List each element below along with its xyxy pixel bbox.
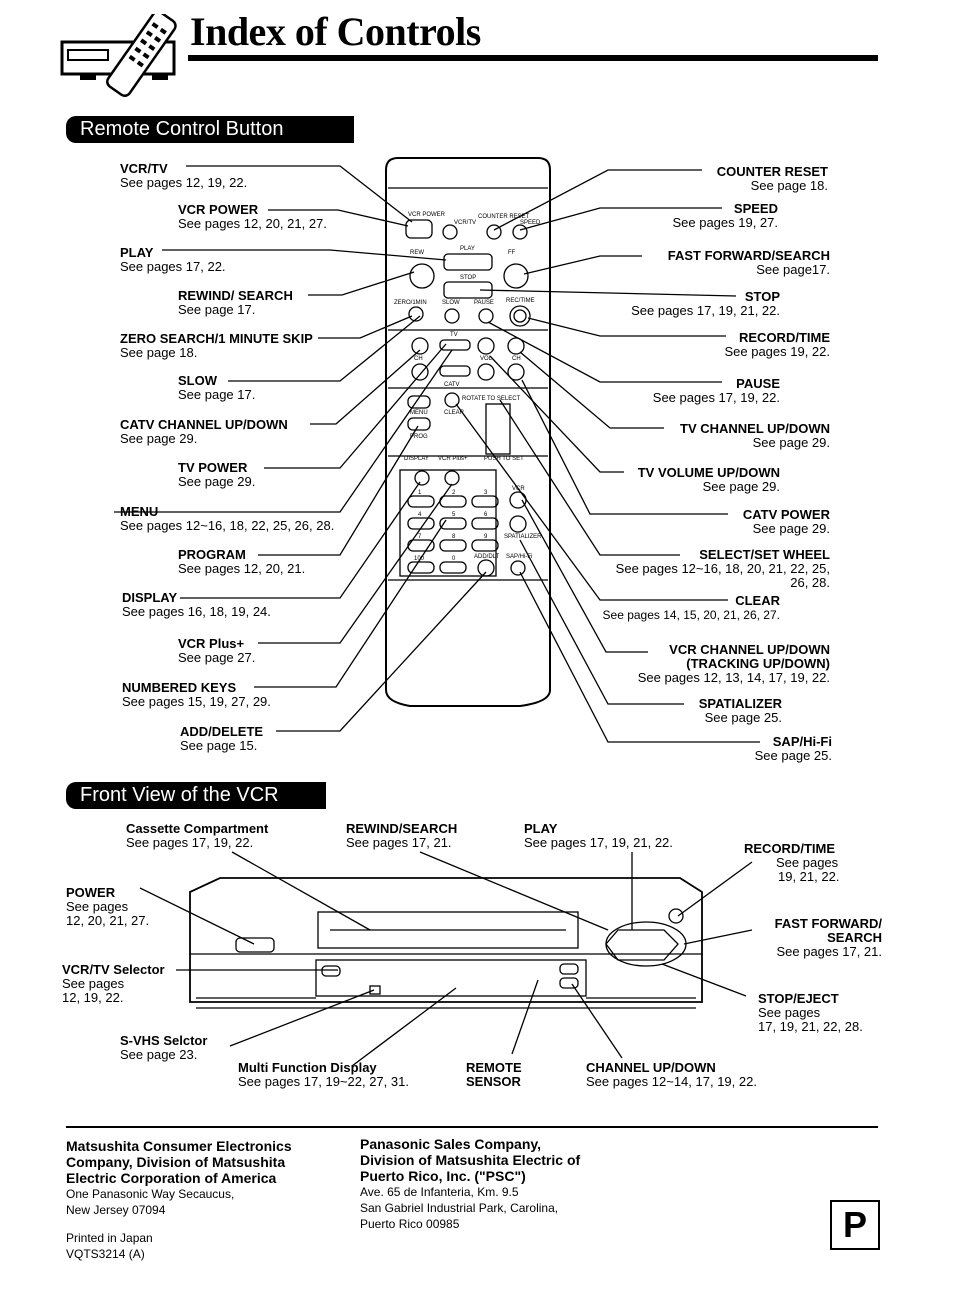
label-display: DISPLAY See pages 16, 18, 19, 24. [122,590,271,619]
num-5: 5 [452,512,456,518]
footer-right: Panasonic Sales Company, Division of Matsushita Electric of Puerto Rico, Inc. ("PSC") Ave. 65 de Infanteria, Km. 9.5 San Gabriel Industrial Park, Carolina, Puerto Rico 00985 [360,1136,581,1231]
page-title: Index of Controls [190,9,481,54]
num-2: 2 [452,490,456,496]
num-8: 8 [452,534,456,540]
front-section-header: Front View of the VCR [66,782,326,809]
key-label-add-dlt: ADD/DLT [474,554,500,560]
label-front-record-time: RECORD/TIME See pages 19, 21, 22. [744,841,840,884]
key-label-slow: SLOW [442,300,460,306]
remote-section-header: Remote Control Button [66,116,354,143]
label-program: PROGRAM See pages 12, 20, 21. [178,547,306,576]
num-100: 100 [414,556,425,562]
label-rewind-search: REWIND/ SEARCH See page 17. [178,288,293,317]
key-label-ff: FF [508,250,516,256]
key-label-display: DISPLAY [404,456,429,462]
label-pause: PAUSE See pages 17, 19, 22. [652,376,780,405]
key-label-pause: PAUSE [474,300,494,306]
label-vcr-tv: VCR/TV See pages 12, 19, 22. [120,161,248,190]
footer-left: Matsushita Consumer Electronics Company, Division of Matsushita Electric Corporation of America One Panasonic Way Secaucus, New Jersey 07094 [66,1138,292,1217]
key-label-sap: SAP/Hi-Fi [506,554,533,560]
label-front-play: PLAY See pages 17, 19, 21, 22. [524,821,673,850]
label-counter-reset: COUNTER RESET See page 18. [716,164,828,193]
label-front-rewind: REWIND/SEARCH See pages 17, 21. [346,821,458,850]
label-front-channel: CHANNEL UP/DOWN See pages 12~14, 17, 19, 22. [586,1060,757,1089]
key-label-vcrplus: VCR Plus+ [438,456,468,462]
num-7: 7 [418,534,422,540]
label-cassette-compartment: Cassette Compartment See pages 17, 19, 22. [126,821,269,850]
label-remote-sensor: REMOTE SENSOR [466,1060,522,1089]
label-svhs-selector: S-VHS Selctor See page 23. [120,1033,208,1062]
label-numbered-keys: NUMBERED KEYS See pages 15, 19, 27, 29. [122,680,271,709]
num-9: 9 [484,534,488,540]
key-label-prog: PROG [410,434,428,440]
key-label-speed: SPEED [520,220,541,226]
key-label-stop: STOP [460,275,477,281]
label-vcr-power: VCR POWER See pages 12, 20, 21, 27. [178,202,327,231]
label-tv-power: TV POWER See page 29. [178,460,256,489]
key-label-counter-reset: COUNTER RESET [478,214,530,220]
key-label-ch-right: CH [512,356,521,362]
label-multi-function-display: Multi Function Display See pages 17, 19~22, 27, 31. [238,1060,409,1089]
num-1: 1 [418,490,422,496]
label-slow: SLOW See page 17. [178,373,256,402]
label-catv-power: CATV POWER See page 29. [742,507,830,536]
key-label-vcr: VCR [512,486,525,492]
label-stop: STOP See pages 17, 19, 21, 22. [631,289,780,318]
label-stop-eject: STOP/EJECT See pages 17, 19, 21, 22, 28. [758,991,863,1034]
key-label-rec: REC/TIME [506,298,535,304]
label-spatializer: SPATIALIZER See page 25. [698,696,782,725]
key-label-vcr-power: VCR POWER [408,212,446,218]
num-6: 6 [484,512,488,518]
label-speed: SPEED See pages 19, 27. [672,201,778,230]
label-tv-channel: TV CHANNEL UP/DOWN See page 29. [680,421,830,450]
footer-printed: Printed in Japan VQTS3214 (A) [66,1231,153,1261]
label-add-delete: ADD/DELETE See page 15. [180,724,264,753]
label-catv-channel: CATV CHANNEL UP/DOWN See page 29. [120,417,288,446]
key-label-rotate: ROTATE TO SELECT [462,396,521,402]
key-label-zero: ZERO/1MIN [394,300,427,306]
label-play: PLAY See pages 17, 22. [120,245,226,274]
label-front-fast-forward: FAST FORWARD/ SEARCH See pages 17, 21. [774,916,882,959]
key-label-spatializer: SPATIALIZER [504,534,542,540]
num-0: 0 [452,556,456,562]
key-label-vol: VOL [480,356,493,362]
label-select-set-wheel: SELECT/SET WHEEL See pages 12~16, 18, 20, 21, 22, 25, 26, 28. [615,547,830,590]
footer-rule [66,1126,878,1128]
label-tv-volume: TV VOLUME UP/DOWN See page 29. [637,465,780,494]
key-label-tv: TV [450,332,458,338]
label-record-time: RECORD/TIME See pages 19, 22. [724,330,830,359]
key-label-rew: REW [410,250,424,256]
key-label-catv: CATV [444,382,460,388]
label-vcr-tv-selector: VCR/TV Selector See pages 12, 19, 22. [62,962,165,1005]
key-label-push: PUSH TO SET [484,456,524,462]
num-3: 3 [484,490,488,496]
num-4: 4 [418,512,422,518]
key-label-ch-left: CH [414,356,423,362]
key-label-menu: MENU [410,410,428,416]
label-menu: MENU See pages 12~16, 18, 22, 25, 26, 28. [120,504,335,533]
key-label-play: PLAY [460,246,475,252]
key-label-vcr-tv: VCR/TV [454,220,477,226]
label-front-power: POWER See pages 12, 20, 21, 27. [66,885,150,928]
label-fast-forward: FAST FORWARD/SEARCH See page17. [667,248,830,277]
language-badge: P [830,1200,880,1250]
label-clear: CLEAR See pages 14, 15, 20, 21, 26, 27. [602,593,780,622]
label-vcr-channel: VCR CHANNEL UP/DOWN (TRACKING UP/DOWN) See pages 12, 13, 14, 17, 19, 22. [637,642,830,685]
key-label-clear: CLEAR [444,410,465,416]
label-zero-search: ZERO SEARCH/1 MINUTE SKIP See page 18. [120,331,313,360]
label-sap-hifi: SAP/Hi-Fi See page 25. [754,734,832,763]
label-vcr-plus: VCR Plus+ See page 27. [178,636,256,665]
